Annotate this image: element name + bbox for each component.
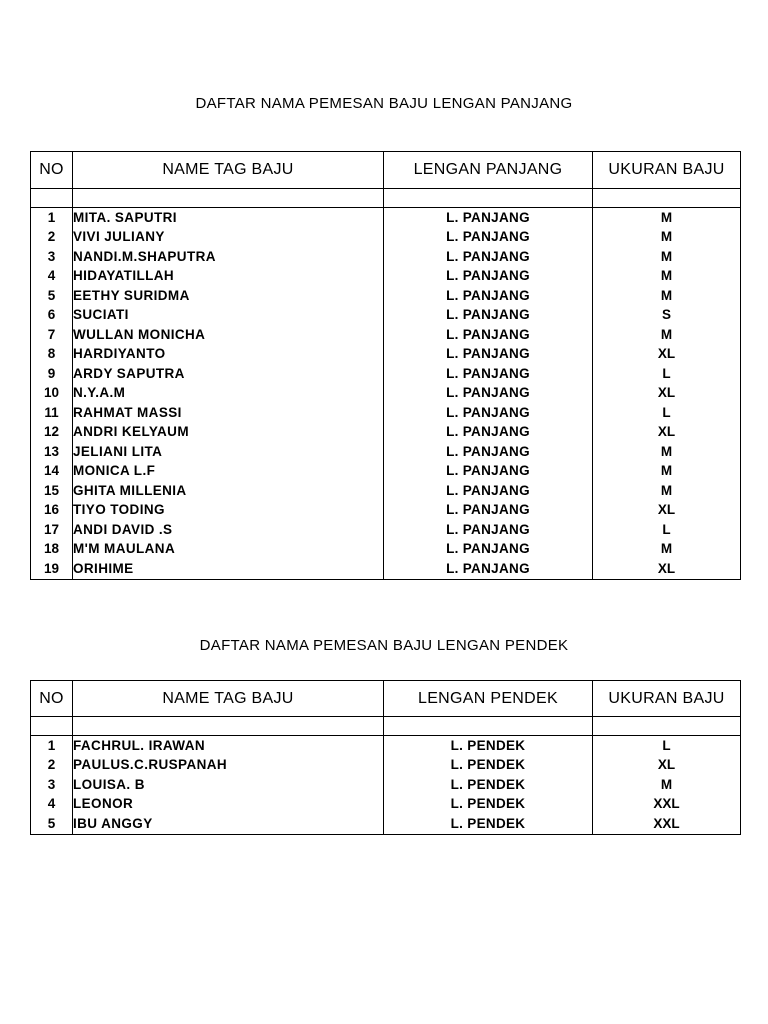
table-row <box>31 756 741 776</box>
sleeve-type: L. PANJANG <box>384 345 593 365</box>
table-row <box>31 228 741 248</box>
table-row <box>31 501 741 521</box>
shirt-size: L <box>593 736 741 756</box>
sleeve-type: L. PANJANG <box>384 423 593 443</box>
sleeve-type: L. PANJANG <box>384 442 593 462</box>
sleeve-type: L. PANJANG <box>384 286 593 306</box>
header-name-tag: NAME TAG BAJU <box>73 681 384 717</box>
name-tag: M'M MAULANA <box>73 540 384 560</box>
row-number: 15 <box>31 481 73 501</box>
table-row <box>31 559 741 579</box>
sleeve-type: L. PANJANG <box>384 481 593 501</box>
row-number: 1 <box>31 736 73 756</box>
row-number: 16 <box>31 501 73 521</box>
name-tag: JELIANI LITA <box>73 442 384 462</box>
shirt-size: M <box>593 325 741 345</box>
shirt-size: M <box>593 286 741 306</box>
shirt-size: XL <box>593 756 741 776</box>
row-number: 13 <box>31 442 73 462</box>
shirt-size: L <box>593 520 741 540</box>
table-row <box>31 208 741 228</box>
sleeve-type: L. PENDEK <box>384 795 593 815</box>
shirt-size: XL <box>593 559 741 579</box>
shirt-size: XL <box>593 345 741 365</box>
shirt-size: S <box>593 306 741 326</box>
header-sleeve-type: LENGAN PENDEK <box>384 681 593 717</box>
table-row <box>31 540 741 560</box>
row-number: 1 <box>31 208 73 228</box>
table-row <box>31 247 741 267</box>
name-tag: IBU ANGGY <box>73 814 384 834</box>
header-no: NO <box>31 152 73 189</box>
row-number: 10 <box>31 384 73 404</box>
table-row <box>31 403 741 423</box>
name-tag: HIDAYATILLAH <box>73 267 384 287</box>
sleeve-type: L. PANJANG <box>384 325 593 345</box>
shirt-size: M <box>593 442 741 462</box>
name-tag: ORIHIME <box>73 559 384 579</box>
shirt-size: M <box>593 540 741 560</box>
table-row <box>31 384 741 404</box>
short-sleeve-table <box>30 680 741 835</box>
sleeve-type: L. PANJANG <box>384 403 593 423</box>
sleeve-type: L. PANJANG <box>384 462 593 482</box>
sleeve-type: L. PENDEK <box>384 736 593 756</box>
header-no: NO <box>31 681 73 717</box>
shirt-size: M <box>593 247 741 267</box>
row-number: 2 <box>31 756 73 776</box>
sleeve-type: L. PANJANG <box>384 267 593 287</box>
name-tag: PAULUS.C.RUSPANAH <box>73 756 384 776</box>
sleeve-type: L. PANJANG <box>384 208 593 228</box>
sleeve-type: L. PANJANG <box>384 540 593 560</box>
name-tag: HARDIYANTO <box>73 345 384 365</box>
shirt-size: L <box>593 403 741 423</box>
row-number: 19 <box>31 559 73 579</box>
table-row <box>31 306 741 326</box>
table-row <box>31 364 741 384</box>
sleeve-type: L. PANJANG <box>384 364 593 384</box>
blank-row <box>31 717 741 736</box>
table-row <box>31 481 741 501</box>
sleeve-type: L. PANJANG <box>384 559 593 579</box>
header-name-tag: NAME TAG BAJU <box>73 152 384 189</box>
row-number: 14 <box>31 462 73 482</box>
name-tag: ARDY SAPUTRA <box>73 364 384 384</box>
sleeve-type: L. PANJANG <box>384 384 593 404</box>
name-tag: N.Y.A.M <box>73 384 384 404</box>
short-sleeve-title: DAFTAR NAMA PEMESAN BAJU LENGAN PENDEK <box>199 637 569 654</box>
row-number: 3 <box>31 247 73 267</box>
long-sleeve-table <box>30 151 741 580</box>
name-tag: TIYO TODING <box>73 501 384 521</box>
name-tag: MITA. SAPUTRI <box>73 208 384 228</box>
name-tag: RAHMAT MASSI <box>73 403 384 423</box>
shirt-size: L <box>593 364 741 384</box>
name-tag: EETHY SURIDMA <box>73 286 384 306</box>
table-row <box>31 442 741 462</box>
row-number: 6 <box>31 306 73 326</box>
name-tag: GHITA MILLENIA <box>73 481 384 501</box>
name-tag: MONICA L.F <box>73 462 384 482</box>
shirt-size: XL <box>593 384 741 404</box>
name-tag: LEONOR <box>73 795 384 815</box>
table-row <box>31 423 741 443</box>
row-number: 9 <box>31 364 73 384</box>
row-number: 12 <box>31 423 73 443</box>
table-row <box>31 345 741 365</box>
name-tag: SUCIATI <box>73 306 384 326</box>
table-row <box>31 520 741 540</box>
table-row <box>31 286 741 306</box>
row-number: 11 <box>31 403 73 423</box>
table-row <box>31 736 741 756</box>
shirt-size: M <box>593 228 741 248</box>
header-size: UKURAN BAJU <box>593 681 741 717</box>
shirt-size: M <box>593 775 741 795</box>
shirt-size: XXL <box>593 795 741 815</box>
name-tag: ANDRI KELYAUM <box>73 423 384 443</box>
sleeve-type: L. PANJANG <box>384 228 593 248</box>
row-number: 4 <box>31 267 73 287</box>
header-size: UKURAN BAJU <box>593 152 741 189</box>
row-number: 2 <box>31 228 73 248</box>
row-number: 18 <box>31 540 73 560</box>
table-row <box>31 325 741 345</box>
table-row <box>31 814 741 834</box>
table-header-row <box>31 152 741 189</box>
row-number: 4 <box>31 795 73 815</box>
table-row <box>31 267 741 287</box>
row-number: 17 <box>31 520 73 540</box>
row-number: 8 <box>31 345 73 365</box>
sleeve-type: L. PANJANG <box>384 501 593 521</box>
shirt-size: XXL <box>593 814 741 834</box>
sleeve-type: L. PANJANG <box>384 247 593 267</box>
shirt-size: M <box>593 462 741 482</box>
table-row <box>31 462 741 482</box>
name-tag: ANDI DAVID .S <box>73 520 384 540</box>
row-number: 3 <box>31 775 73 795</box>
shirt-size: M <box>593 481 741 501</box>
shirt-size: M <box>593 208 741 228</box>
row-number: 5 <box>31 814 73 834</box>
sleeve-type: L. PENDEK <box>384 775 593 795</box>
shirt-size: XL <box>593 501 741 521</box>
sleeve-type: L. PENDEK <box>384 814 593 834</box>
row-number: 5 <box>31 286 73 306</box>
header-sleeve-type: LENGAN PANJANG <box>384 152 593 189</box>
shirt-size: XL <box>593 423 741 443</box>
table-header-row <box>31 681 741 717</box>
sleeve-type: L. PANJANG <box>384 520 593 540</box>
name-tag: FACHRUL. IRAWAN <box>73 736 384 756</box>
name-tag: WULLAN MONICHA <box>73 325 384 345</box>
name-tag: LOUISA. B <box>73 775 384 795</box>
sleeve-type: L. PENDEK <box>384 756 593 776</box>
name-tag: VIVI JULIANY <box>73 228 384 248</box>
table-row <box>31 795 741 815</box>
name-tag: NANDI.M.SHAPUTRA <box>73 247 384 267</box>
row-number: 7 <box>31 325 73 345</box>
blank-row <box>31 189 741 208</box>
table-row <box>31 775 741 795</box>
shirt-size: M <box>593 267 741 287</box>
sleeve-type: L. PANJANG <box>384 306 593 326</box>
long-sleeve-title: DAFTAR NAMA PEMESAN BAJU LENGAN PANJANG <box>195 95 573 112</box>
